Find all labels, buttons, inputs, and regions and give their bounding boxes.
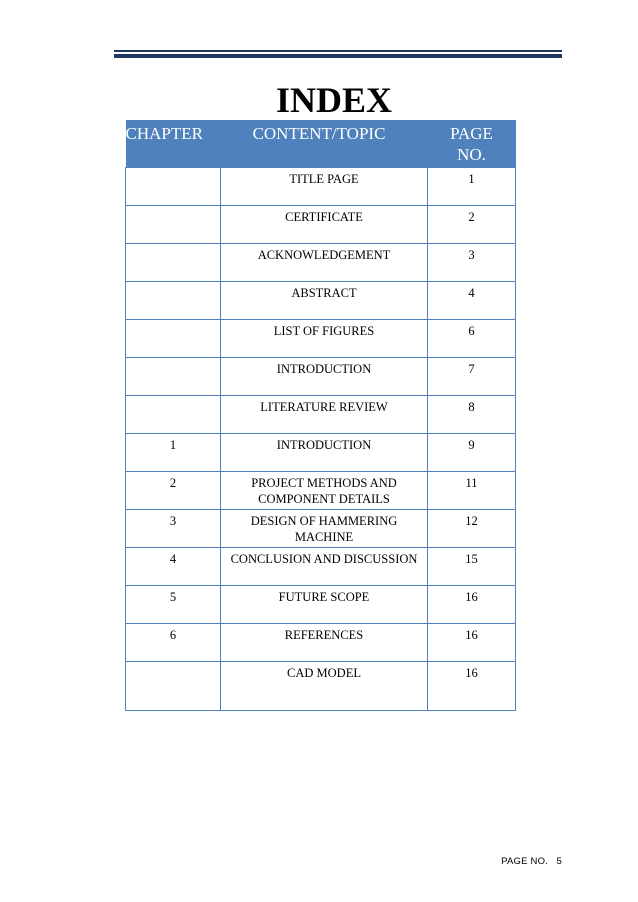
page-cell: 1	[428, 168, 516, 206]
table-row	[126, 358, 516, 396]
table-row	[126, 206, 516, 244]
column-header-page-line2: NO.	[457, 145, 486, 164]
index-table	[125, 120, 516, 711]
table-header-row	[126, 120, 516, 168]
chapter-cell: 3	[126, 510, 221, 548]
topic-line: MACHINE	[294, 530, 354, 544]
page-cell: 11	[428, 472, 516, 510]
table-row	[126, 282, 516, 320]
chapter-cell: 1	[126, 434, 221, 472]
chapter-cell: 6	[126, 624, 221, 662]
table-row	[126, 434, 516, 472]
topic-cell: TITLE PAGE	[221, 168, 428, 206]
chapter-cell	[126, 358, 221, 396]
column-header-content: CONTENT/TOPIC	[221, 120, 428, 168]
topic-cell: ABSTRACT	[221, 282, 428, 320]
chapter-cell: 4	[126, 548, 221, 586]
page-title: INDEX	[275, 80, 392, 120]
table-row	[126, 396, 516, 434]
header-rule-thin	[114, 50, 562, 52]
topic-cell: CERTIFICATE	[221, 206, 428, 244]
topic-cell	[221, 510, 428, 548]
chapter-cell	[126, 168, 221, 206]
page-cell: 8	[428, 396, 516, 434]
page-cell: 16	[428, 624, 516, 662]
topic-cell: CAD MODEL	[221, 662, 428, 711]
chapter-cell	[126, 320, 221, 358]
topic-cell: FUTURE SCOPE	[221, 586, 428, 624]
column-header-page-line1: PAGE	[450, 124, 493, 143]
topic-cell: INTRODUCTION	[221, 358, 428, 396]
chapter-cell	[126, 662, 221, 711]
table-row	[126, 662, 516, 711]
chapter-cell: 5	[126, 586, 221, 624]
table-row	[126, 624, 516, 662]
table-row	[126, 244, 516, 282]
topic-cell: CONCLUSION AND DISCUSSION	[221, 548, 428, 586]
page-cell: 6	[428, 320, 516, 358]
table-row	[126, 320, 516, 358]
page-cell: 16	[428, 586, 516, 624]
page-cell: 2	[428, 206, 516, 244]
chapter-cell	[126, 244, 221, 282]
topic-cell: LITERATURE REVIEW	[221, 396, 428, 434]
chapter-cell	[126, 282, 221, 320]
table-row	[126, 510, 516, 548]
header-rule-thick	[114, 54, 562, 58]
topic-line: DESIGN OF HAMMERING	[250, 514, 398, 528]
topic-cell: INTRODUCTION	[221, 434, 428, 472]
topic-cell	[221, 472, 428, 510]
column-header-page	[428, 120, 516, 168]
topic-line: COMPONENT DETAILS	[258, 492, 390, 506]
page-cell: 15	[428, 548, 516, 586]
topic-cell: ACKNOWLEDGEMENT	[221, 244, 428, 282]
topic-cell: LIST OF FIGURES	[221, 320, 428, 358]
chapter-cell	[126, 206, 221, 244]
page-cell: 3	[428, 244, 516, 282]
topic-line: PROJECT METHODS AND	[251, 476, 397, 490]
page-cell: 16	[428, 662, 516, 711]
page-cell: 7	[428, 358, 516, 396]
table-row	[126, 168, 516, 206]
page-cell: 12	[428, 510, 516, 548]
chapter-cell	[126, 396, 221, 434]
page-cell: 9	[428, 434, 516, 472]
topic-cell: REFERENCES	[221, 624, 428, 662]
table-row	[126, 586, 516, 624]
chapter-cell: 2	[126, 472, 221, 510]
table-row	[126, 472, 516, 510]
page-cell: 4	[428, 282, 516, 320]
header-rule	[114, 50, 562, 60]
column-header-chapter: CHAPTER	[126, 120, 221, 168]
table-row	[126, 548, 516, 586]
page-number-footer: PAGE NO. 5	[501, 856, 562, 867]
